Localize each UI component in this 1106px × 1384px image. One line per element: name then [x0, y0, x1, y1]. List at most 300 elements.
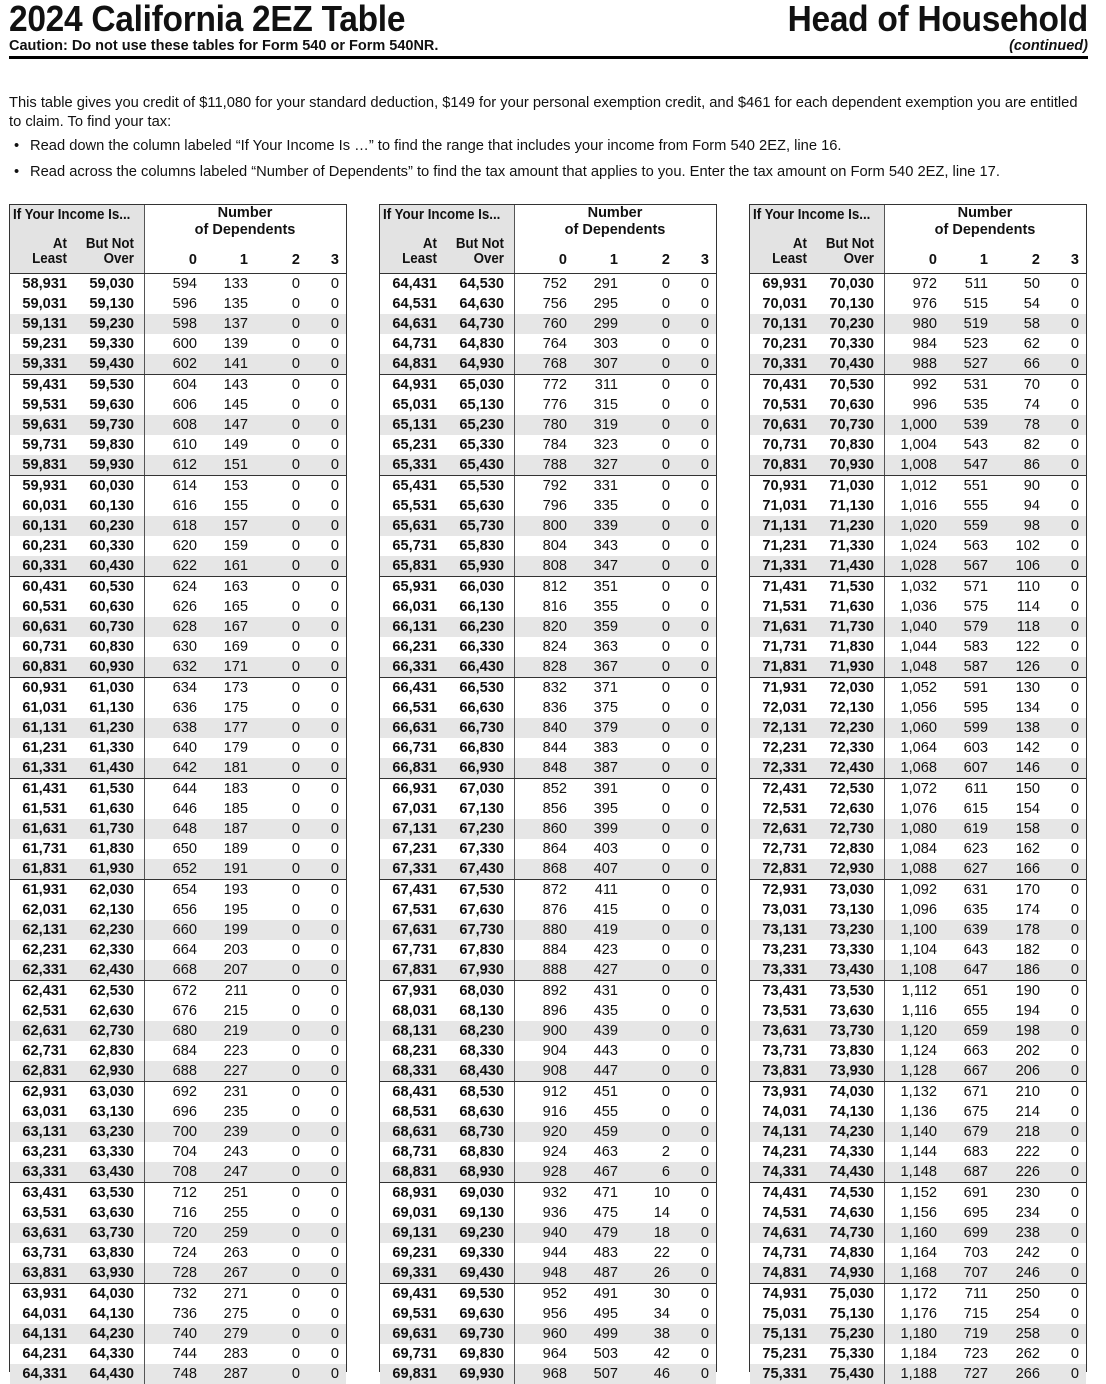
tax-0-dependents: 1,080	[900, 821, 937, 837]
tax-2-dependents: 0	[661, 1124, 670, 1140]
tax-0-dependents: 602	[172, 356, 197, 372]
table-row	[380, 617, 716, 637]
at-least-cell: 72,731	[762, 841, 807, 857]
tax-1-dependent: 467	[593, 1164, 618, 1180]
tax-2-dependents: 0	[661, 983, 670, 999]
tax-0-dependents: 760	[542, 316, 567, 332]
column-divider	[514, 839, 515, 859]
tax-3-dependents: 0	[700, 1245, 709, 1261]
tax-2-dependents: 0	[291, 801, 300, 817]
table-row	[750, 1162, 1086, 1182]
tax-3-dependents: 0	[1070, 478, 1079, 494]
tax-2-dependents: 0	[661, 336, 670, 352]
tax-1-dependent: 443	[593, 1043, 618, 1059]
but-not-over-cell: 64,730	[459, 316, 504, 332]
tax-2-dependents: 106	[1015, 558, 1040, 574]
tax-1-dependent: 155	[223, 498, 248, 514]
tax-2-dependents: 0	[291, 841, 300, 857]
table-row	[10, 677, 346, 698]
tax-0-dependents: 672	[172, 983, 197, 999]
tax-3-dependents: 0	[700, 1164, 709, 1180]
at-least-cell: 61,031	[22, 700, 67, 716]
at-least-cell: 74,731	[762, 1245, 807, 1261]
tax-0-dependents: 696	[172, 1104, 197, 1120]
at-least-cell: 66,431	[392, 680, 437, 696]
tax-1-dependent: 439	[593, 1023, 618, 1039]
at-least-cell: 70,131	[762, 316, 807, 332]
column-divider	[514, 819, 515, 839]
instruction-text: Read down the column labeled “If Your Income Is …” to find the range that includes your income from Form 540 2EZ, line 16.	[30, 138, 842, 154]
tax-3-dependents: 0	[330, 1326, 339, 1342]
column-divider	[514, 1061, 515, 1081]
at-least-cell: 59,931	[22, 478, 67, 494]
tax-3-dependents: 0	[330, 498, 339, 514]
at-least-cell: 73,731	[762, 1043, 807, 1059]
tax-1-dependent: 547	[963, 457, 988, 473]
column-divider	[144, 516, 145, 536]
table-row	[10, 940, 346, 960]
column-divider	[144, 1041, 145, 1061]
tax-3-dependents: 0	[330, 538, 339, 554]
tax-1-dependent: 199	[223, 922, 248, 938]
column-divider	[514, 314, 515, 334]
column-divider	[144, 1142, 145, 1162]
table-row	[10, 496, 346, 516]
but-not-over-cell: 67,030	[459, 781, 504, 797]
tax-1-dependent: 351	[593, 579, 618, 595]
but-not-over-cell: 66,230	[459, 619, 504, 635]
but-not-over-cell: 72,830	[829, 841, 874, 857]
column-divider	[884, 678, 885, 698]
tax-1-dependent: 591	[963, 680, 988, 696]
tax-2-dependents: 118	[1016, 619, 1040, 635]
but-not-over-cell: 71,930	[829, 659, 874, 675]
tax-0-dependents: 976	[912, 296, 937, 312]
column-divider	[514, 758, 515, 778]
at-least-cell: 64,931	[392, 377, 437, 393]
at-least-cell: 73,231	[762, 942, 807, 958]
tax-1-dependent: 295	[593, 296, 618, 312]
at-least-cell: 73,631	[762, 1023, 807, 1039]
tax-3-dependents: 0	[330, 1225, 339, 1241]
bullet-icon: •	[14, 164, 20, 180]
at-least-cell: 66,031	[392, 599, 437, 615]
but-not-over-cell: 60,130	[89, 498, 134, 514]
at-least-cell: 59,831	[22, 457, 67, 473]
table-row	[750, 1364, 1086, 1384]
tax-0-dependents: 1,180	[900, 1326, 937, 1342]
tax-3-dependents: 0	[330, 1164, 339, 1180]
tax-3-dependents: 0	[1070, 801, 1079, 817]
but-not-over-cell: 66,630	[459, 700, 504, 716]
table-row	[750, 1041, 1086, 1061]
tax-3-dependents: 0	[700, 1063, 709, 1079]
tax-0-dependents: 1,176	[900, 1306, 937, 1322]
but-not-over-cell: 63,830	[89, 1245, 134, 1261]
at-least-cell: 69,531	[392, 1306, 437, 1322]
table-row	[10, 374, 346, 395]
tax-1-dependent: 363	[593, 639, 618, 655]
tax-0-dependents: 1,148	[900, 1164, 937, 1180]
at-least-cell: 63,831	[22, 1265, 67, 1281]
column-divider	[884, 1102, 885, 1122]
tax-0-dependents: 832	[542, 680, 567, 696]
tax-2-dependents: 0	[661, 417, 670, 433]
table-row	[10, 1344, 346, 1364]
but-not-over-cell: 67,930	[459, 962, 504, 978]
at-least-cell: 61,431	[22, 781, 67, 797]
column-divider	[884, 354, 885, 374]
tax-3-dependents: 0	[700, 457, 709, 473]
tax-1-dependent: 375	[593, 700, 618, 716]
but-not-over-cell: 62,030	[89, 882, 134, 898]
table-row	[380, 900, 716, 920]
tax-0-dependents: 660	[172, 922, 197, 938]
at-least-cell: 66,631	[392, 720, 437, 736]
column-divider	[514, 637, 515, 657]
at-least-cell: 65,331	[392, 457, 437, 473]
tax-3-dependents: 0	[700, 1205, 709, 1221]
table-row	[380, 1263, 716, 1283]
table-row	[750, 273, 1086, 294]
tax-2-dependents: 0	[661, 558, 670, 574]
tax-3-dependents: 0	[330, 740, 339, 756]
tax-1-dependent: 495	[593, 1306, 618, 1322]
column-divider	[884, 1284, 885, 1304]
but-not-over-cell: 73,630	[829, 1003, 874, 1019]
column-divider	[884, 294, 885, 314]
at-least-cell: 68,131	[392, 1023, 437, 1039]
table-row	[750, 677, 1086, 698]
but-not-over-cell: 60,330	[89, 538, 134, 554]
tax-0-dependents: 792	[542, 478, 567, 494]
but-not-over-cell: 68,830	[459, 1144, 504, 1160]
table-row	[380, 1102, 716, 1122]
tax-3-dependents: 0	[1070, 861, 1079, 877]
at-least-cell: 72,231	[762, 740, 807, 756]
at-least-cell: 59,231	[22, 336, 67, 352]
tax-0-dependents: 624	[172, 579, 197, 595]
tax-1-dependent: 691	[963, 1185, 988, 1201]
at-least-cell: 63,931	[22, 1286, 67, 1302]
column-divider	[514, 556, 515, 576]
column-divider	[514, 900, 515, 920]
table-row	[380, 960, 716, 980]
at-least-cell: 64,731	[392, 336, 437, 352]
tax-0-dependents: 736	[172, 1306, 197, 1322]
tax-1-dependent: 683	[963, 1144, 988, 1160]
tax-3-dependents: 0	[1070, 1023, 1079, 1039]
at-least-cell: 65,531	[392, 498, 437, 514]
tax-2-dependents: 0	[291, 417, 300, 433]
table-row	[380, 1182, 716, 1203]
tax-3-dependents: 0	[330, 962, 339, 978]
tax-2-dependents: 26	[653, 1265, 670, 1281]
but-not-over-cell: 60,630	[89, 599, 134, 615]
column-divider	[144, 1364, 145, 1384]
tax-1-dependent: 599	[963, 720, 988, 736]
tax-2-dependents: 0	[661, 397, 670, 413]
tax-1-dependent: 523	[963, 336, 988, 352]
but-not-over-cell: 68,530	[459, 1084, 504, 1100]
tax-3-dependents: 0	[1070, 457, 1079, 473]
tax-3-dependents: 0	[330, 1245, 339, 1261]
tax-3-dependents: 0	[1070, 1346, 1079, 1362]
tax-1-dependent: 583	[963, 639, 988, 655]
tax-3-dependents: 0	[1070, 619, 1079, 635]
but-not-over-cell: 59,430	[89, 356, 134, 372]
tax-3-dependents: 0	[1070, 276, 1079, 292]
at-least-cell: 68,431	[392, 1084, 437, 1100]
tax-0-dependents: 1,172	[900, 1286, 937, 1302]
tax-1-dependent: 527	[963, 356, 988, 372]
tax-0-dependents: 960	[542, 1326, 567, 1342]
tax-3-dependents: 0	[1070, 1205, 1079, 1221]
tax-0-dependents: 1,084	[900, 841, 937, 857]
tax-1-dependent: 167	[223, 619, 248, 635]
tax-1-dependent: 315	[593, 397, 618, 413]
tax-2-dependents: 222	[1015, 1144, 1040, 1160]
tax-1-dependent: 451	[593, 1084, 618, 1100]
tax-2-dependents: 218	[1015, 1124, 1040, 1140]
tax-2-dependents: 0	[291, 1043, 300, 1059]
tax-3-dependents: 0	[700, 821, 709, 837]
tax-0-dependents: 1,036	[900, 599, 937, 615]
at-least-cell: 61,231	[22, 740, 67, 756]
tax-2-dependents: 54	[1023, 296, 1040, 312]
tax-2-dependents: 194	[1015, 1003, 1040, 1019]
column-divider	[514, 678, 515, 698]
tax-2-dependents: 22	[653, 1245, 670, 1261]
tax-2-dependents: 0	[291, 942, 300, 958]
at-least-cell: 74,531	[762, 1205, 807, 1221]
bullet-icon: •	[14, 138, 20, 154]
tax-3-dependents: 0	[700, 336, 709, 352]
table-row	[380, 576, 716, 597]
tax-3-dependents: 0	[330, 1265, 339, 1281]
tax-1-dependent: 703	[963, 1245, 988, 1261]
tax-3-dependents: 0	[700, 316, 709, 332]
column-divider	[144, 597, 145, 617]
tax-1-dependent: 227	[223, 1063, 248, 1079]
tax-3-dependents: 0	[330, 1023, 339, 1039]
dependents-col-3: 3	[1070, 252, 1079, 268]
page-title: 2024 California 2EZ Table	[9, 0, 406, 39]
tax-1-dependent: 643	[963, 942, 988, 958]
but-not-over-cell: 68,130	[459, 1003, 504, 1019]
tax-3-dependents: 0	[330, 659, 339, 675]
tax-3-dependents: 0	[330, 1286, 339, 1302]
column-divider	[884, 657, 885, 677]
but-not-over-cell: 64,130	[89, 1306, 134, 1322]
at-least-cell: 74,931	[762, 1286, 807, 1302]
column-divider	[514, 859, 515, 879]
tax-0-dependents: 816	[542, 599, 567, 615]
tax-3-dependents: 0	[700, 518, 709, 534]
tax-2-dependents: 0	[661, 518, 670, 534]
tax-1-dependent: 177	[223, 720, 248, 736]
but-not-over-cell: 72,730	[829, 821, 874, 837]
tax-0-dependents: 840	[542, 720, 567, 736]
tax-1-dependent: 303	[593, 336, 618, 352]
tax-2-dependents: 126	[1015, 659, 1040, 675]
column-divider	[144, 1001, 145, 1021]
but-not-over-cell: 65,530	[459, 478, 504, 494]
table-row	[750, 617, 1086, 637]
column-divider	[514, 476, 515, 496]
table-row	[10, 294, 346, 314]
table-row	[750, 556, 1086, 576]
column-divider	[144, 395, 145, 415]
table-row	[10, 1263, 346, 1283]
at-least-cell: 67,431	[392, 882, 437, 898]
tax-2-dependents: 0	[661, 377, 670, 393]
tax-3-dependents: 0	[1070, 821, 1079, 837]
table-row	[10, 314, 346, 334]
tax-3-dependents: 0	[330, 760, 339, 776]
tax-3-dependents: 0	[330, 882, 339, 898]
at-least-cell: 65,131	[392, 417, 437, 433]
but-not-over-cell: 67,430	[459, 861, 504, 877]
column-divider	[884, 880, 885, 900]
tax-0-dependents: 952	[542, 1286, 567, 1302]
table-row	[380, 1122, 716, 1142]
column-divider	[514, 1304, 515, 1324]
table-row	[750, 1001, 1086, 1021]
tax-3-dependents: 0	[1070, 1084, 1079, 1100]
column-divider	[514, 1263, 515, 1283]
tax-1-dependent: 463	[593, 1144, 618, 1160]
at-least-cell: 75,331	[762, 1366, 807, 1382]
but-not-over-cell: 60,830	[89, 639, 134, 655]
tax-3-dependents: 0	[330, 377, 339, 393]
tax-3-dependents: 0	[700, 740, 709, 756]
but-not-over-cell: 61,930	[89, 861, 134, 877]
but-not-over-cell: 69,930	[459, 1366, 504, 1382]
column-divider	[144, 1243, 145, 1263]
table-row	[10, 879, 346, 900]
table-row	[750, 1263, 1086, 1283]
column-divider	[144, 1203, 145, 1223]
at-least-cell: 70,431	[762, 377, 807, 393]
table-row	[380, 536, 716, 556]
tax-2-dependents: 0	[291, 356, 300, 372]
at-least-cell: 60,831	[22, 659, 67, 675]
but-not-over-cell: 75,230	[829, 1326, 874, 1342]
tax-2-dependents: 0	[661, 639, 670, 655]
at-least-cell: 64,631	[392, 316, 437, 332]
table-row	[380, 435, 716, 455]
table-header	[10, 205, 346, 273]
at-least-cell: 66,931	[392, 781, 437, 797]
table-row	[380, 1364, 716, 1384]
tax-0-dependents: 1,092	[900, 882, 937, 898]
tax-0-dependents: 928	[542, 1164, 567, 1180]
but-not-over-cell: 62,830	[89, 1043, 134, 1059]
tax-1-dependent: 267	[223, 1265, 248, 1281]
at-least-cell: 69,331	[392, 1265, 437, 1281]
tax-1-dependent: 603	[963, 740, 988, 756]
tax-1-dependent: 507	[593, 1366, 618, 1382]
tax-1-dependent: 427	[593, 962, 618, 978]
but-not-over-cell: 64,230	[89, 1326, 134, 1342]
column-divider	[144, 455, 145, 475]
column-divider	[144, 981, 145, 1001]
tax-1-dependent: 161	[223, 558, 248, 574]
tax-0-dependents: 1,152	[900, 1185, 937, 1201]
table-row	[380, 1162, 716, 1182]
tax-2-dependents: 0	[291, 316, 300, 332]
column-divider	[884, 1304, 885, 1324]
tax-0-dependents: 1,016	[900, 498, 937, 514]
tax-2-dependents: 0	[661, 1003, 670, 1019]
tax-0-dependents: 614	[172, 478, 197, 494]
table-row	[10, 1102, 346, 1122]
table-row	[10, 455, 346, 475]
column-divider	[144, 334, 145, 354]
tax-0-dependents: 1,028	[900, 558, 937, 574]
dependents-header: Number of Dependents	[934, 205, 1036, 238]
tax-0-dependents: 1,024	[900, 538, 937, 554]
column-divider	[144, 205, 145, 273]
tax-1-dependent: 623	[963, 841, 988, 857]
tax-0-dependents: 776	[542, 397, 567, 413]
table-row	[380, 758, 716, 778]
tax-2-dependents: 0	[661, 356, 670, 372]
column-divider	[144, 435, 145, 455]
tax-3-dependents: 0	[700, 417, 709, 433]
at-least-cell: 60,231	[22, 538, 67, 554]
tax-0-dependents: 992	[912, 377, 937, 393]
table-row	[10, 556, 346, 576]
table-row	[380, 940, 716, 960]
at-least-cell: 68,731	[392, 1144, 437, 1160]
but-not-over-header: But Not Over	[455, 236, 504, 267]
column-divider	[144, 637, 145, 657]
at-least-cell: 66,831	[392, 760, 437, 776]
but-not-over-cell: 73,830	[829, 1043, 874, 1059]
column-divider	[144, 1162, 145, 1182]
tax-2-dependents: 210	[1015, 1084, 1040, 1100]
table-row	[10, 415, 346, 435]
tax-2-dependents: 0	[291, 861, 300, 877]
table-row	[10, 839, 346, 859]
at-least-cell: 67,131	[392, 821, 437, 837]
table-row	[10, 960, 346, 980]
column-divider	[144, 678, 145, 698]
table-row	[750, 1021, 1086, 1041]
at-least-cell: 69,131	[392, 1225, 437, 1241]
tax-0-dependents: 796	[542, 498, 567, 514]
tax-3-dependents: 0	[1070, 962, 1079, 978]
at-least-cell: 74,131	[762, 1124, 807, 1140]
column-divider	[144, 1102, 145, 1122]
at-least-cell: 66,331	[392, 659, 437, 675]
but-not-over-cell: 70,530	[829, 377, 874, 393]
column-divider	[144, 1122, 145, 1142]
tax-1-dependent: 235	[223, 1104, 248, 1120]
column-divider	[144, 577, 145, 597]
table-header	[750, 205, 1086, 273]
tax-2-dependents: 0	[661, 801, 670, 817]
tax-1-dependent: 185	[223, 801, 248, 817]
but-not-over-cell: 64,030	[89, 1286, 134, 1302]
tax-3-dependents: 0	[1070, 417, 1079, 433]
tax-1-dependent: 191	[223, 861, 248, 877]
column-divider	[144, 779, 145, 799]
tax-3-dependents: 0	[700, 1124, 709, 1140]
tax-1-dependent: 487	[593, 1265, 618, 1281]
